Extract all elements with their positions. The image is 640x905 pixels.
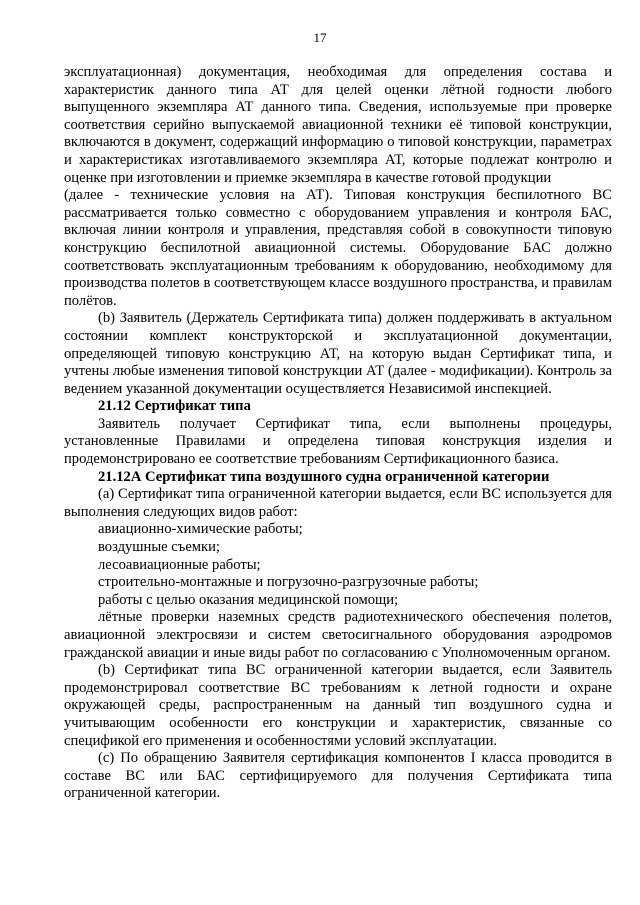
page-number: 17 xyxy=(313,30,327,45)
paragraph: лётные проверки наземных средств радиотехнического обеспечения полетов, авиационной электросвязи и систем светосигнального оборудования аэродромов гражданской авиации и иные виды работ по согласованию с Уполномоченным органом. xyxy=(64,609,612,661)
document-body xyxy=(64,64,612,803)
section-heading: 21.12А Сертификат типа воздушного судна ограниченной категории xyxy=(98,468,550,485)
paragraph: Заявитель получает Сертификат типа, если выполнены процедуры, установленные Правилами и определена типовая конструкция изделия и продемонстрировано ее соответствие требованиям Сертификационного базиса. xyxy=(64,415,612,468)
list-item: авиационно-химические работы; xyxy=(98,521,303,538)
list-item: воздушные съемки; xyxy=(98,539,220,556)
paragraph: (с) По обращению Заявителя сертификация компонентов I класса проводится в составе ВС или БАС сертифицируемого для получения Сертификата типа ограниченной категории. xyxy=(64,750,612,802)
paragraph: (далее - технические условия на АТ). Типовая конструкция беспилотного ВС рассматривается только совместно с оборудованием управления и контроля БАС, включая линии контроля и управления, представляя собой в совокупности типовую конструкцию беспилотной авиационной системы. Оборудование БАС должно соответствовать эксплуатационным требованиям к оборудованию, необходимому для производства полетов в соответствующем классе воздушного пространства, и правилам полётов. xyxy=(64,187,612,309)
paragraph: эксплуатационная) документация, необходимая для определения состава и характеристик данного типа АТ для целей оценки лётной годности любого выпущенного экземпляра АТ данного типа. Сведения, используемые при проверке соответствия серийно выпускаемой авиационной техники её типовой конструкции, включаются в документ, содержащий информацию о типовой конструкции, параметрах и характеристиках изготавливаемого экземпляра АТ, которые подлежат контролю и оценке при изготовлении и приемке экземпляра в качестве готовой продукции xyxy=(64,64,612,186)
list-item: строительно-монтажные и погрузочно-разгрузочные работы; xyxy=(98,574,479,591)
list-item: работы с целью оказания медицинской помощи; xyxy=(98,591,399,608)
section-heading: 21.12 Сертификат типа xyxy=(98,398,251,415)
paragraph: (b) Заявитель (Держатель Сертификата типа) должен поддерживать в актуальном состоянии комплект конструкторской и эксплуатационной документации, определяющей типовую конструкцию АТ, на которую выдан Сертификат типа, и учтены любые изменения типовой конструкции АТ (далее - модификации). Контроль за ведением указанной документации осуществляется Независимой инспекцией. xyxy=(64,310,612,397)
paragraph: (а) Сертификат типа ограниченной категории выдается, если ВС используется для выполнения следующих видов работ: xyxy=(64,486,612,520)
list-item: лесоавиационные работы; xyxy=(98,556,261,573)
paragraph: (b) Сертификат типа ВС ограниченной категории выдается, если Заявитель продемонстрировал соответствие ВС требованиям к летной годности и охране окружающей среды, распространенным на данный тип воздушного судна и учитывающим особенности его конструкции и характеристик, связанные со спецификой его применения и особенностями условий эксплуатации. xyxy=(64,662,612,749)
